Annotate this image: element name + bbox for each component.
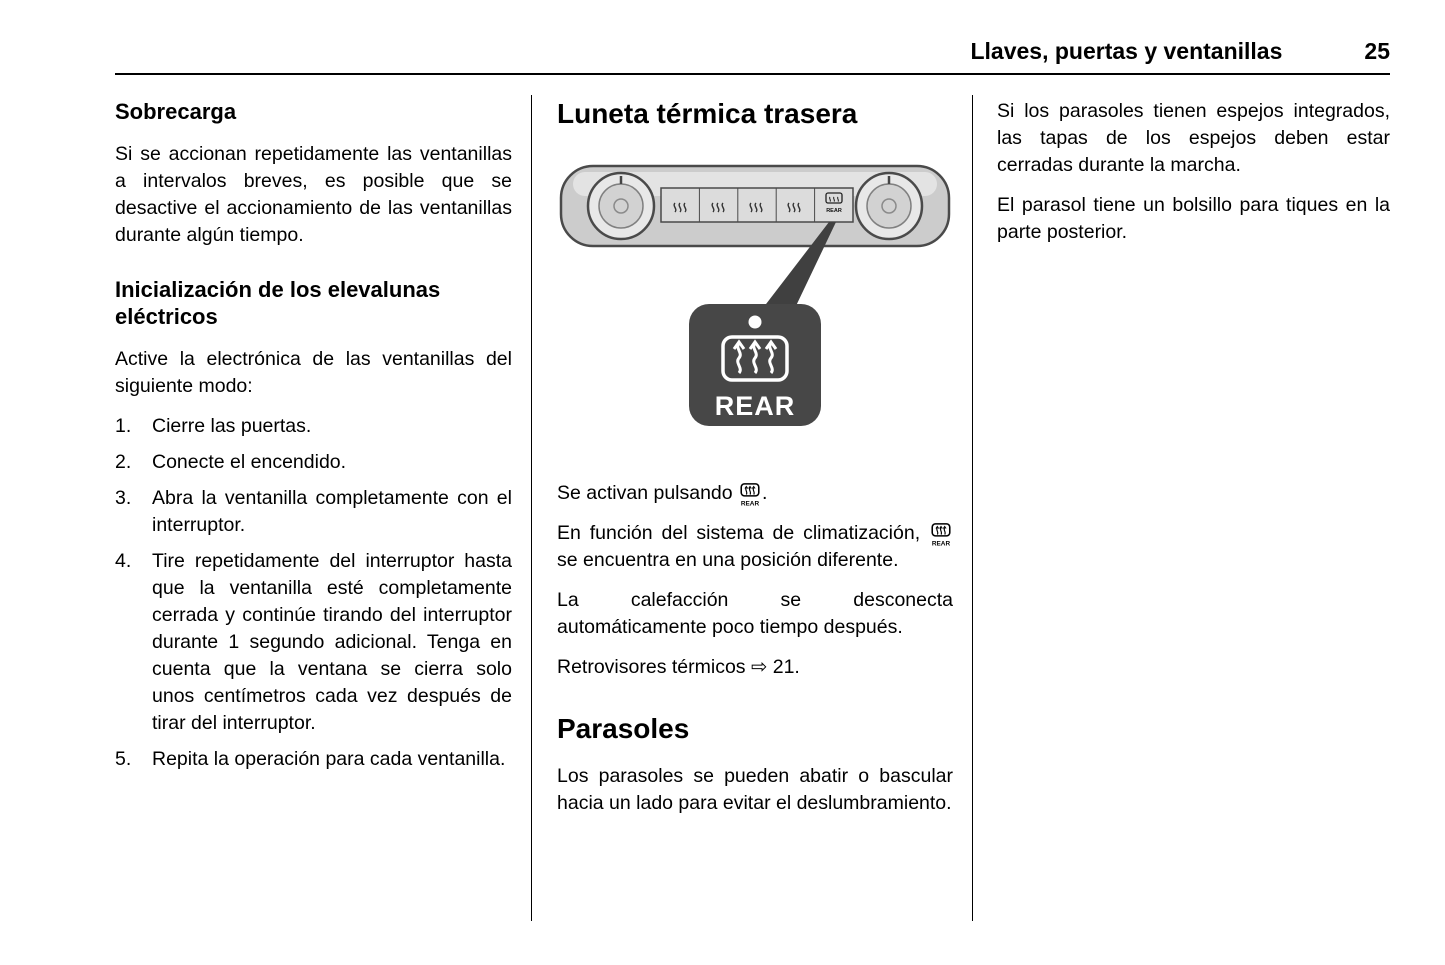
para-ticket-pocket: El parasol tiene un bolsillo para tiques en la parte posterior. bbox=[997, 194, 1390, 243]
step-number: 4. bbox=[115, 550, 132, 572]
para-window-init: Active la electrónica de las ventanillas del siguiente modo: bbox=[115, 348, 512, 397]
heading-overload: Sobrecarga bbox=[115, 99, 237, 124]
para-position-prefix: En función del sistema de climatización, bbox=[557, 522, 929, 544]
step-number: 5. bbox=[115, 748, 132, 770]
list-item bbox=[115, 548, 512, 737]
step-text: Cierre las puertas. bbox=[152, 415, 312, 437]
para-activate bbox=[557, 480, 953, 507]
heading-rear-window: Luneta térmica trasera bbox=[557, 98, 858, 129]
para-position bbox=[557, 520, 953, 574]
rear-defrost-inline-icon bbox=[738, 482, 762, 507]
step-text: Repita la operación para cada ventanilla. bbox=[152, 748, 506, 770]
step-number: 3. bbox=[115, 487, 132, 509]
figure-illustration bbox=[557, 156, 953, 456]
rear-label: REAR bbox=[714, 391, 796, 421]
para-visor-mirrors: Si los parasoles tienen espejos integrados, las tapas de los espejos deben estar cerradas durante la marcha. bbox=[997, 100, 1390, 176]
para-overload: Si se accionan repetidamente las ventanillas a intervalos breves, es posible que se desactive el accionamiento de las ventanillas durante algún tiempo. bbox=[115, 143, 512, 246]
list-item bbox=[115, 449, 512, 476]
rear-inline-label: REAR bbox=[931, 540, 951, 547]
column-center bbox=[557, 98, 953, 830]
step-number: 1. bbox=[115, 415, 132, 437]
para-activate-prefix: Se activan pulsando bbox=[557, 482, 739, 504]
rear-defroster-figure bbox=[557, 156, 953, 464]
list-item bbox=[115, 485, 512, 539]
para-activate-suffix: . bbox=[762, 482, 768, 504]
column-left bbox=[115, 98, 512, 782]
chapter-title: Llaves, puertas y ventanillas bbox=[970, 38, 1283, 64]
step-text: Tire repetidamente del interruptor hasta que la ventanilla esté completamente cerrada y continúe tirando del interruptor durante 1 segundo adicional. Tenga en cuenta que la ventana se cierra solo unos centímetros cada vez después de tirar del interruptor. bbox=[152, 550, 512, 734]
list-item bbox=[115, 413, 512, 440]
para-sunvisors: Los parasoles se pueden abatir o bascular hacia un lado para evitar el deslumbramiento. bbox=[557, 765, 953, 814]
page-header bbox=[115, 38, 1390, 65]
heading-sunvisors: Parasoles bbox=[557, 713, 690, 744]
list-item bbox=[115, 746, 512, 773]
header-rule bbox=[115, 73, 1390, 75]
rear-button-enlarged bbox=[689, 304, 821, 426]
heading-window-init: Inicialización de los elevalunas eléctricos bbox=[115, 277, 441, 329]
column-right bbox=[997, 98, 1390, 259]
left-knob-icon bbox=[588, 173, 654, 239]
page-number: 25 bbox=[1364, 38, 1390, 64]
para-xref-mirrors: Retrovisores térmicos ⇨ 21. bbox=[557, 656, 800, 678]
rear-button-micro-label: REAR bbox=[826, 208, 842, 214]
para-position-suffix: se encuentra en una posición diferente. bbox=[557, 549, 899, 571]
step-text: Abra la ventanilla completamente con el interruptor. bbox=[152, 487, 512, 536]
rear-defrost-inline-icon bbox=[929, 522, 953, 547]
column-divider-1 bbox=[531, 95, 532, 921]
para-auto-off: La calefacción se desconecta automáticamente poco tiempo después. bbox=[557, 589, 953, 638]
step-number: 2. bbox=[115, 451, 132, 473]
climate-control-panel bbox=[561, 166, 949, 246]
rear-inline-label: REAR bbox=[740, 500, 760, 507]
led-indicator bbox=[749, 316, 762, 329]
step-text: Conecte el encendido. bbox=[152, 451, 347, 473]
right-knob-icon bbox=[856, 173, 922, 239]
climate-button-row bbox=[661, 188, 853, 222]
column-divider-2 bbox=[972, 95, 973, 921]
init-steps-list bbox=[115, 413, 512, 773]
